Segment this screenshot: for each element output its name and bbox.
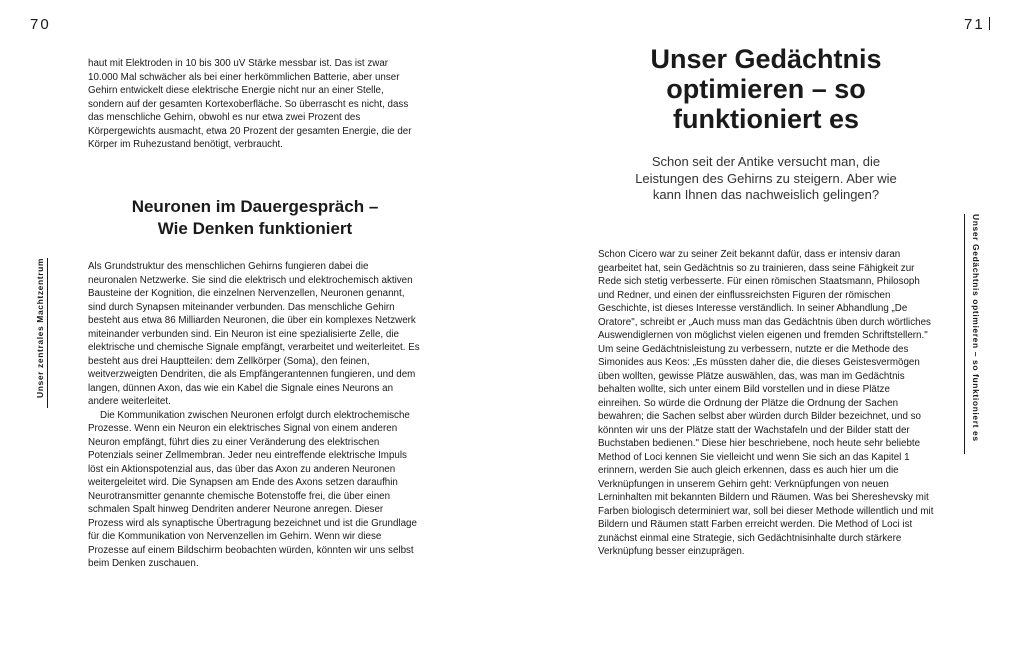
page-number-right [964,16,990,33]
right-body-text [598,248,934,559]
chapter-title-line-2: optimieren – so [666,74,866,104]
running-head-right-rule [964,214,965,454]
running-head-right-label: Unser Gedächtnis optimieren – so funktioniert es [971,214,981,442]
left-paragraph-2: Die Kommunikation zwischen Neuronen erfolgt durch elektrochemische Prozesse. Wenn ein Neuron ein elektrisches Signal von einem anderen Neuron empfängt, führt dies zu einer Veränderung des elektrischen Potenzials seiner Zellmembran. Jeder neu eintreffende elektrische Impuls löst ein Aktionspotenzial aus, das über das Axon zu anderen Neuronen weitergeleitet wird. Die Synapsen am Ende des Axons setzen daraufhin Neurotransmitter genannte chemische Botenstoffe frei, die über einen schmalen Spalt hinweg Dendriten anderer Neurone anregen. Dieser Prozess wird als synaptische Übertragung bezeichnet und ist die Grundlage für die Kommunikation von Nervenzellen im Gehirn. Wenn wir diese Prozesse auf einem Bildschirm beobachten würden, könnten wir uns selbst beim Denken zuschauen. [88,409,417,569]
running-head-left [32,258,48,408]
chapter-title-line-3: funktioniert es [672,104,860,134]
page-number-left: 70 [30,16,51,33]
left-intro-paragraph: haut mit Elektroden in 10 bis 300 uV Stärke messbar ist. Das ist zwar 10.000 Mal schwächer als bei einer herkömmlichen Batterie, aber unser Gehirn entwickelt diese elektrische Energie nicht nur an einer Stelle, sondern auf der gesamten Kortexoberfläche. So überrascht es nicht, dass das menschliche Gehirn, obwohl es nur etwa zwei Prozent des Körpergewichts ausmacht, etwa 20 Prozent der gesamten Energie, die der Körper im Ruhezustand benötigt, verbraucht. [88,58,412,150]
running-head-right [964,214,984,454]
section-heading-line-1: Neuronen im Dauergespräch – [131,197,379,216]
chapter-lead: Schon seit der Antike versucht man, die Leistungen des Gehirns zu steigern. Aber wie kann Ihnen das nachweislich gelingen? [635,154,897,202]
section-heading [90,196,420,240]
section-heading-line-2: Wie Denken funktioniert [157,219,353,238]
running-head-left-label: Unser zentrales Machtzentrum [35,257,45,398]
chapter-title-line-1: Unser Gedächtnis [650,44,882,74]
right-paragraph: Schon Cicero war zu seiner Zeit bekannt dafür, dass er intensiv daran gearbeitet hat, sein Gedächtnis so zu trainieren, dass seine Fähigkeit zur Rede sich stetig verbesserte. Für einen römischen Staatsmann, Philosoph und Redner, und einen der einflussreichsten Figuren der römischen Geschichte, ist dieses Interesse verständlich. In seiner Abhandlung „De Oratore", schreibt er „Auch muss man das Gedächtnis üben durch wörtliches Auswendiglernen von möglichst vielen eigenen und fremden Schriftstellern." Um seine Gedächtnisleistung zu verbessern, nutzte er die Methode des Simonides aus Keos: „Es müssten daher die, die dieses Geistesvermögen üben wollten, gewisse Plätze auswählen, das, was man im Gedächtnis behalten wollte, sich unter einem Bild vorstellen und in diese Plätze einreihen. So würde die Ordnung der Plätze die Ordnung der Sachen bewahren; die Sachen selbst aber würden durch Bilder bezeichnet, und so könnten wir uns der Plätze statt der Wachstafeln und der Bilder statt der Buchstaben bedienen." Diese hier beschriebene, noch heute sehr beliebte Method of Loci kennen Sie vielleicht und wenn Sie sich an das Kapitel 1 erinnern, werden Sie auch gleich erkennen, dass es auch hier um die Verknüpfungen in unserem Gehirn geht: Verknüpfungen von neuen Lerninhalten mit bekannten Bildern und Räumen. Was bei Shereshevsky mit Farben biologisch determiniert war, soll bei dieser Methode willentlich und mit Bildern und Räumen statt Farben erreicht werden. Die Method of Loci ist zunächst einmal eine Strategie, sich Gedächtnisinhalte durch stärkere Verknüpfung besser einzuprägen. [598,249,934,557]
left-paragraph-1: Als Grundstruktur des menschlichen Gehirns fungieren dabei die neuronalen Netzwerke. Sie sind die elektrisch und elektrochemisch aktiven Bausteine der Kognition, die einzelnen Nervenzellen, Neuronen genannt, sind durch Synapsen miteinander verbunden. Das menschliche Gehirn besteht aus etwa 86 Milliarden Neuronen, die über ein komplexes Netzwerk miteinander verbunden sind. Ein Neuron ist eine spezialisierte Zelle, die elektrische und chemische Signale empfängt, verarbeitet und weiterleitet. Es besteht aus drei Hauptteilen: dem Zellkörper (Soma), den feinen, weitverzweigten Dendriten, die als Empfängerantennen fungieren, und dem langen, dünnen Axon, das wie ein Kabel die Signale eines Neurons an andere weiterleitet. [88,261,420,407]
running-head-left-rule [47,258,48,408]
chapter-title [598,44,934,134]
left-intro-text [88,57,418,152]
page-number-bar [989,17,990,30]
left-body-text [88,260,420,571]
page-number-right-value: 71 [964,16,985,33]
